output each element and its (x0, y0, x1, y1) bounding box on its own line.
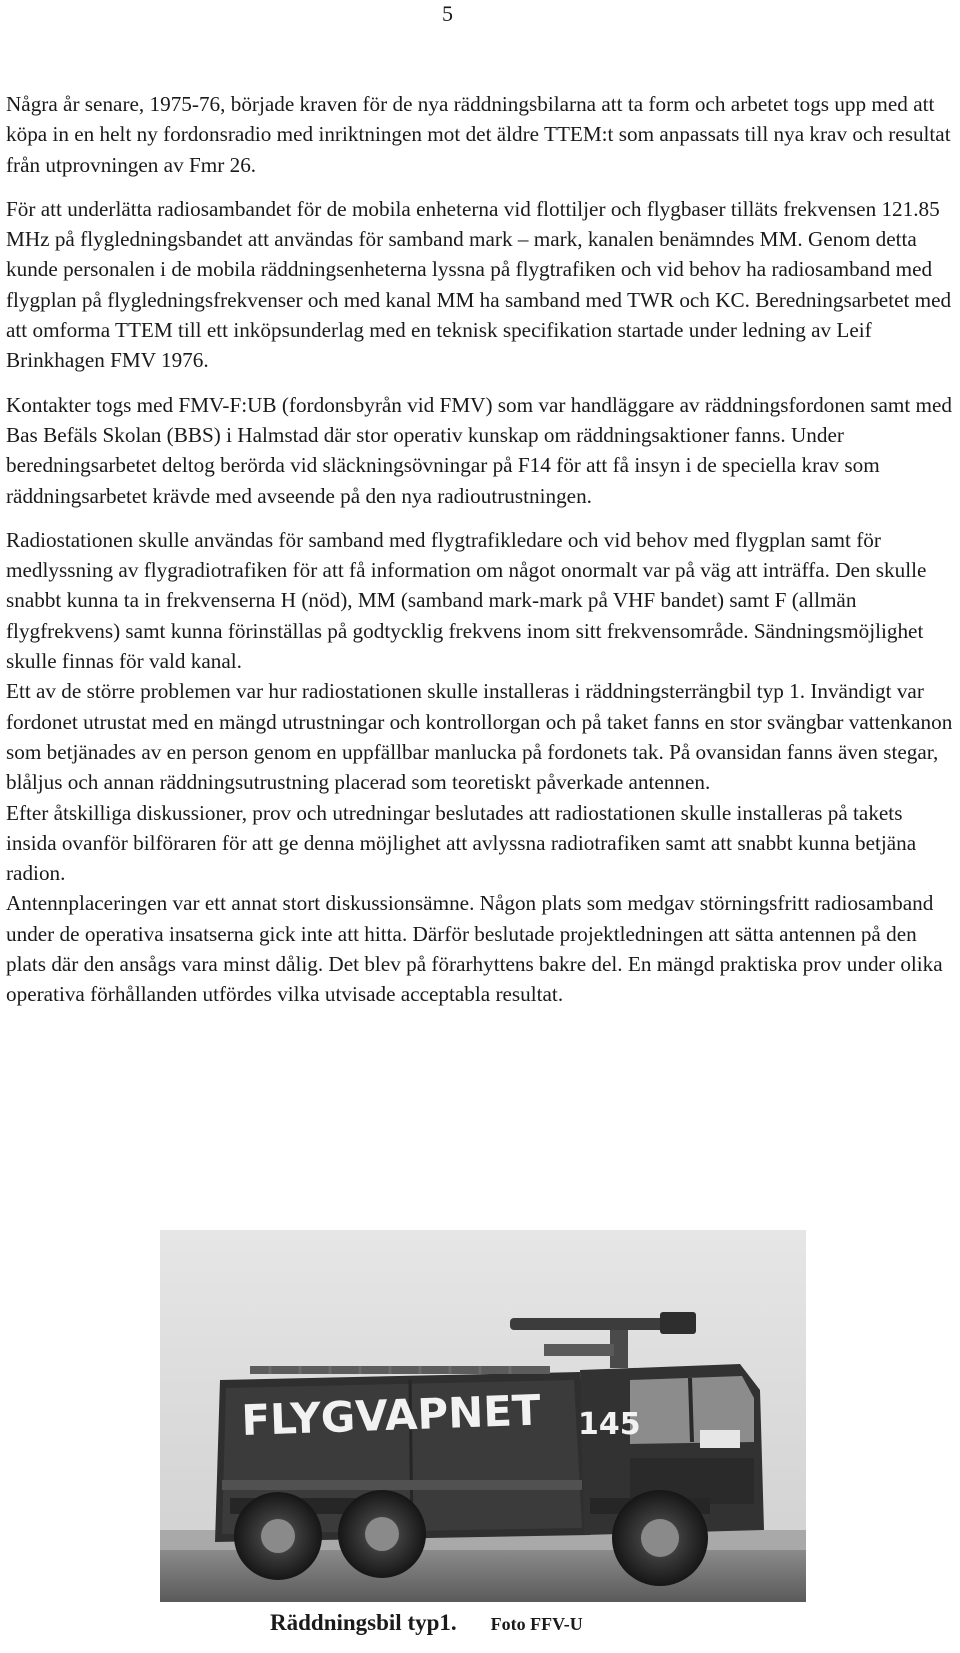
truck-lettering: FLYGVAPNET (240, 1385, 542, 1445)
paragraph: Antennplaceringen var ett annat stort diskussionsämne. Någon plats som medgav störningsfritt radiosamband under de operativa insatserna gick inte att hitta. Därför beslutade projektledningen att sätta antennen på den plats där den ansågs vara minst dålig. Det blev på förarhyttens bakre del. En mängd praktiska prov under olika operativa förhållanden utfördes vilka utvisade acceptabla resultat. (6, 891, 943, 1007)
fire-truck-photo (160, 1230, 806, 1602)
paragraph: Efter åtskilliga diskussioner, prov och utredningar beslutades att radiostationen skulle installeras på takets insida ovanför bilföraren för att ge denna möjlighet att avlyssna radiotrafiken samt att snabbt kunna betjäna radion. (6, 800, 917, 886)
truck-number: 145 (578, 1407, 641, 1442)
page-number: 5 (442, 1, 453, 26)
caption-credit: Foto FFV-U (490, 1614, 583, 1634)
paragraph: Ett av de större problemen var hur radiostationen skulle installeras i räddningsterrängbil typ 1. Invändigt var fordonet utrustat med en mängd utrustningar och kontrollorgan och på taket fanns en stor svängbar vattenkanon som betjänades av en person genom en uppfällbar manlucka på fordonets tak. På ovansidan fanns även stegar, blåljus och annan räddningsutrustning placerad som teoretiskt påverkade antennen. (6, 679, 953, 795)
paragraph: Några år senare, 1975-76, började kraven för de nya räddningsbilarna att ta form och arbetet togs upp med att köpa in en helt ny fordonsradio med inriktningen mot det äldre TTEM:t som anpassats till nya krav och resultat från utprovningen av Fmr 26. (6, 92, 951, 177)
body-text (6, 89, 956, 1010)
paragraph: Radiostationen skulle användas för samband med flygtrafikledare och vid behov med flygplan samt för medlyssning av flygradiotrafiken för att få information om något onormalt var på väg att inträffa. Den skulle snabbt kunna ta in frekvenserna H (nöd), MM (samband mark-mark på VHF bandet) samt F (allmän flygfrekvens) samt kunna förinställas på godtycklig frekvens inom sitt frekvensområde. Sändningsmöjlighet skulle finnas för vald kanal. (6, 527, 927, 674)
caption-title: Räddningsbil typ1. (270, 1610, 457, 1635)
paragraph: Kontakter togs med FMV-F:UB (fordonsbyrån vid FMV) som var handläggare av räddningsfordonen samt med Bas Befäls Skolan (BBS) i Halmstad där stor operativ kunskap om räddningsaktioner fanns. Under beredningsarbetet deltog berörda vid släckningsövningar på F14 för att få insyn i de speciella krav som räddningsarbetet krävde med avseende på den nya radioutrustningen. (6, 392, 953, 508)
paragraph: För att underlätta radiosambandet för de mobila enheterna vid flottiljer och flygbaser tilläts frekvensen 121.85 MHz på flygledningsbandet att användas för samband mark – mark, kanalen benämndes MM. Genom detta kunde personalen i de mobila räddningsenheterna lyssna på flygtrafiken och vid behov ha radiosamband med flygplan på flygledningsfrekvenser och med kanal MM ha samband med TWR och KC. Beredningsarbetet med att omforma TTEM till ett inköpsunderlag med en teknisk specifikation startade under ledning av Leif Brinkhagen FMV 1976. (6, 196, 952, 373)
photo-caption (270, 1610, 583, 1636)
